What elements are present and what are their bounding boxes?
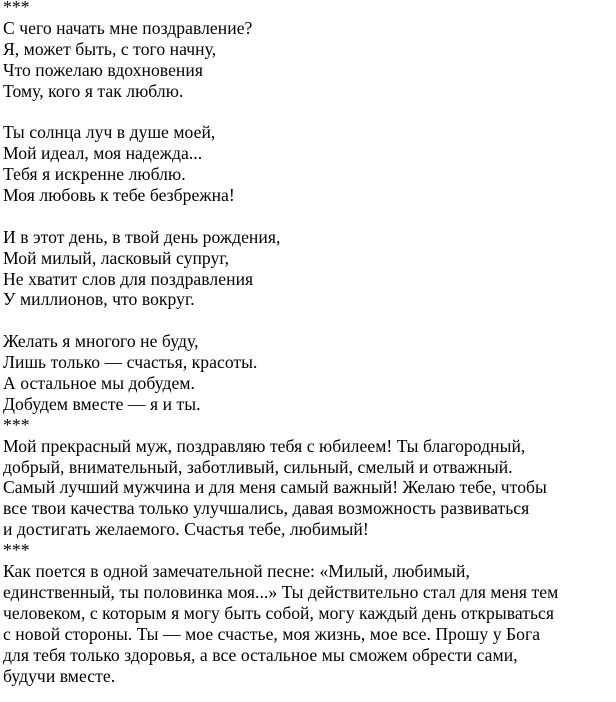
poem-line: Что пожелаю вдохновения bbox=[3, 59, 203, 80]
document-body bbox=[3, 0, 613, 686]
separator: *** bbox=[3, 0, 30, 17]
poem-line: Тому, кого я так люблю. bbox=[3, 80, 184, 101]
poem-line: Лишь только — счастья, красоты. bbox=[3, 352, 258, 373]
poem-line: Тебя я искренне люблю. bbox=[3, 164, 186, 185]
poem-stanza-3 bbox=[3, 227, 613, 311]
poem-stanza-2 bbox=[3, 122, 613, 206]
stanza-gap bbox=[3, 206, 613, 227]
poem-line: Не хватит слов для поздравления bbox=[3, 268, 254, 289]
separator: *** bbox=[3, 540, 30, 561]
stanza-gap bbox=[3, 101, 613, 122]
paragraph-line: Мой прекрасный муж, поздравляю тебя с юбилеем! Ты благородный, bbox=[3, 435, 526, 456]
greeting-paragraph-3 bbox=[3, 561, 613, 686]
paragraph-line: для тебя только здоровья, а все остальное мы сможем обрести сами, bbox=[3, 644, 518, 665]
poem-line: Добудем вместе — я и ты. bbox=[3, 393, 201, 414]
poem-line: Ты солнца луч в душе моей, bbox=[3, 122, 216, 143]
poem-line: Мой идеал, моя надежда... bbox=[3, 143, 203, 164]
poem-line: У миллионов, что вокруг. bbox=[3, 289, 195, 310]
poem-line: Желать я многого не буду, bbox=[3, 331, 199, 352]
paragraph-line: человеком, с которым я могу быть собой, могу каждый день открываться bbox=[3, 602, 555, 623]
poem-line: А остальное мы добудем. bbox=[3, 373, 195, 394]
greeting-paragraph-2 bbox=[3, 436, 613, 540]
separator: *** bbox=[3, 414, 30, 435]
stanza-gap bbox=[3, 310, 613, 331]
paragraph-line: единственный, ты половинка моя...» Ты действительно стал для меня тем bbox=[3, 581, 559, 602]
poem-line: Мой милый, ласковый супруг, bbox=[3, 247, 230, 268]
poem-stanza-4 bbox=[3, 331, 613, 415]
poem-line: Я, может быть, с того начну, bbox=[3, 38, 217, 59]
paragraph-line: Самый лучший мужчина и для меня самый важный! Желаю тебе, чтобы bbox=[3, 477, 547, 498]
poem-line: С чего начать мне поздравление? bbox=[3, 17, 253, 38]
paragraph-line: Как поется в одной замечательной песне: «Милый, любимый, bbox=[3, 561, 470, 582]
paragraph-line: все твои качества только улучшались, давая возможность развиваться bbox=[3, 498, 530, 519]
paragraph-line: и достигать желаемого. Счастья тебе, любимый! bbox=[3, 519, 369, 540]
paragraph-line: с новой стороны. Ты — мое счастье, моя жизнь, мое все. Прошу у Бога bbox=[3, 623, 541, 644]
poem-stanza-1 bbox=[3, 18, 613, 102]
paragraph-line: добрый, внимательный, заботливый, сильный, смелый и отважный. bbox=[3, 456, 513, 477]
paragraph-line: будучи вместе. bbox=[3, 665, 116, 686]
poem-line: Моя любовь к тебе безбрежна! bbox=[3, 185, 235, 206]
poem-line: И в этот день, в твой день рождения, bbox=[3, 226, 281, 247]
